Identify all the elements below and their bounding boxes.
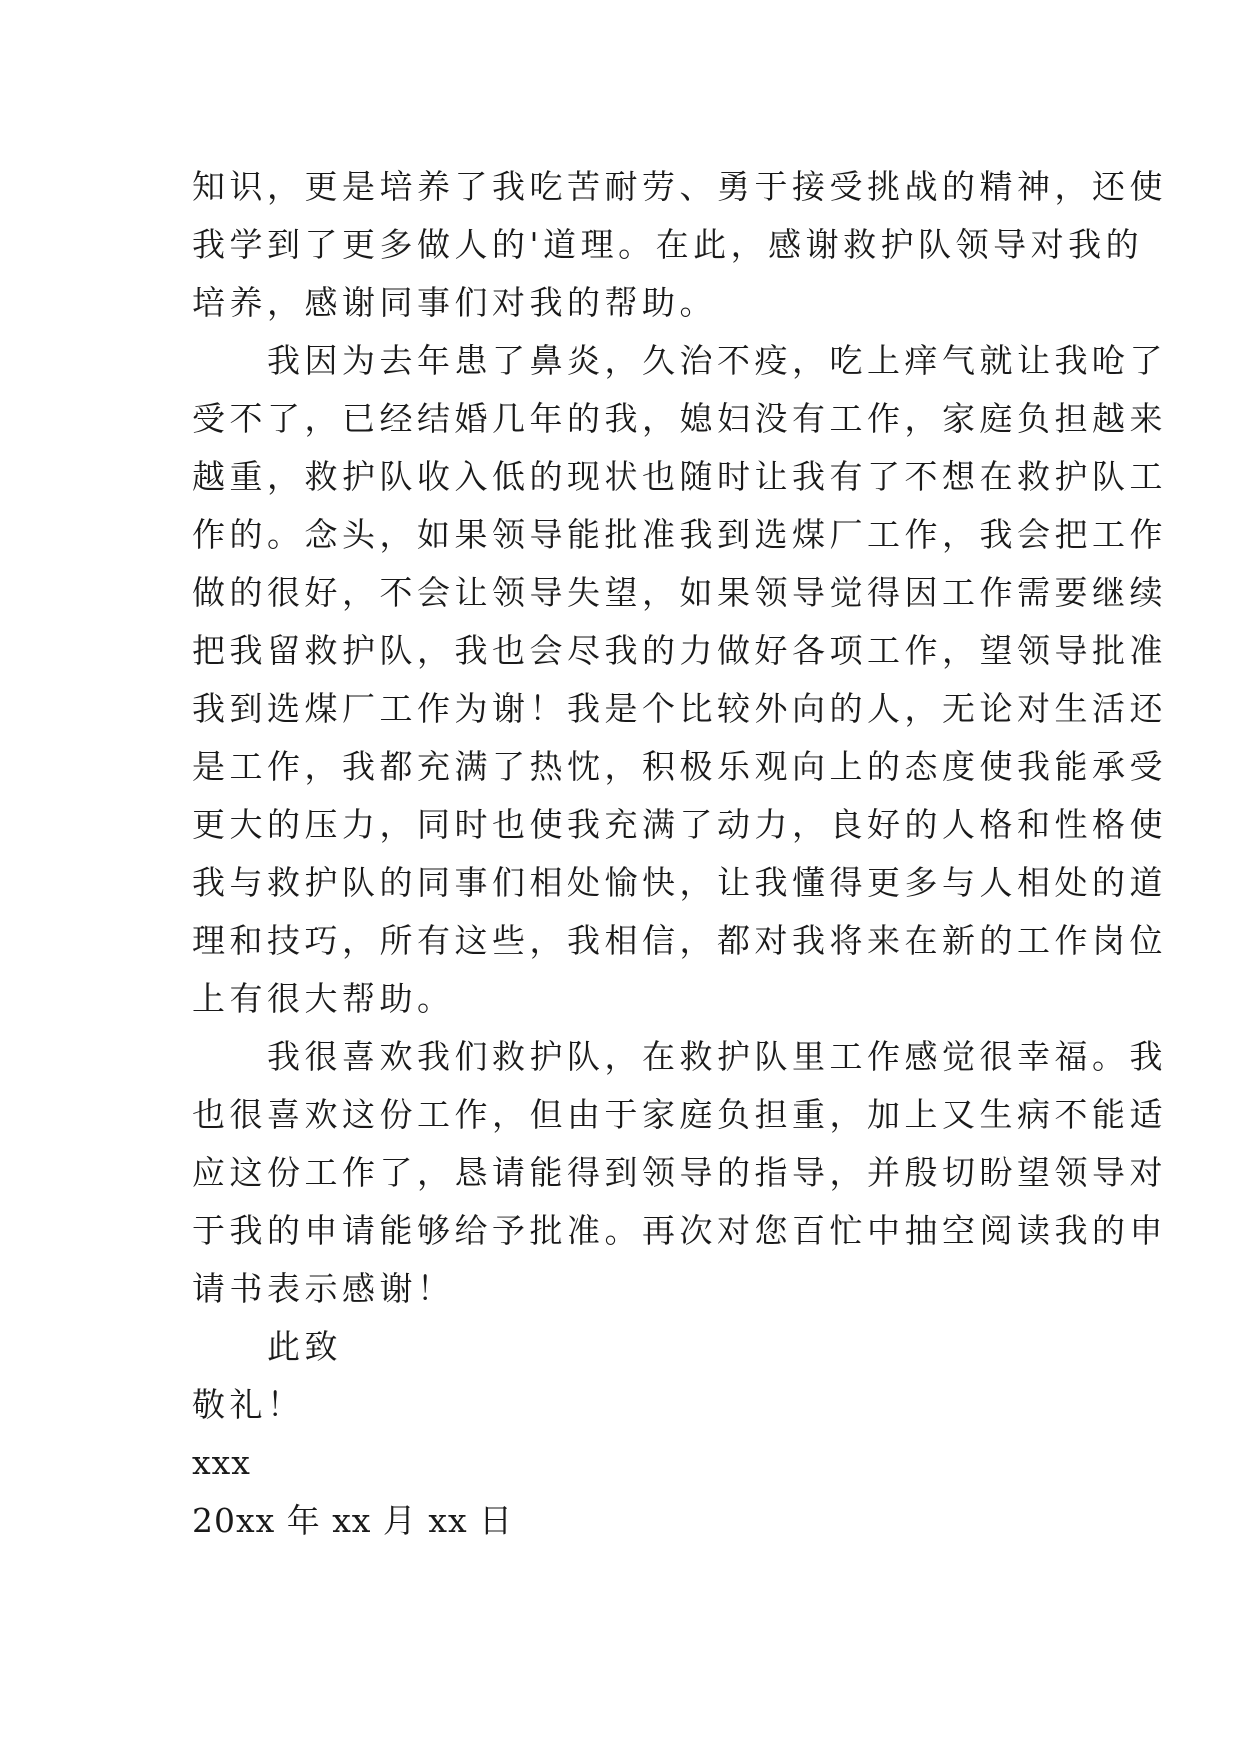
text-line-17: 也很喜欢这份工作，但由于家庭负担重，加上又生病不能适 xyxy=(192,1095,1167,1134)
text-line-3: 培养，感谢同事们对我的帮助。 xyxy=(192,283,717,322)
text-line-14: 理和技巧，所有这些，我相信，都对我将来在新的工作岗位 xyxy=(192,921,1167,960)
text-line-12: 更大的压力，同时也使我充满了动力，良好的人格和性格使 xyxy=(192,805,1167,844)
text-line-10: 我到选煤厂工作为谢！我是个比较外向的人，无论对生活还 xyxy=(192,689,1167,728)
text-line-18: 应这份工作了，恳请能得到领导的指导，并殷切盼望领导对 xyxy=(192,1153,1167,1192)
text-line-7: 作的。念头，如果领导能批准我到选煤厂工作，我会把工作 xyxy=(192,515,1167,554)
text-line-2: 我学到了更多做人的'道理。在此，感谢救护队领导对我的 xyxy=(192,225,1144,264)
text-line-1: 知识，更是培养了我吃苦耐劳、勇于接受挑战的精神，还使 xyxy=(192,167,1167,206)
text-line-11: 是工作，我都充满了热忱，积极乐观向上的态度使我能承受 xyxy=(192,747,1167,786)
text-line-19: 于我的申请能够给予批准。再次对您百忙中抽空阅读我的申 xyxy=(192,1211,1167,1250)
text-line-9: 把我留救护队，我也会尽我的力做好各项工作，望领导批准 xyxy=(192,631,1167,670)
text-line-4: 我因为去年患了鼻炎，久治不疫，吃上痒气就让我呛了 xyxy=(192,341,1167,380)
text-line-15: 上有很大帮助。 xyxy=(192,979,455,1018)
signature-name: xxx xyxy=(192,1443,251,1482)
text-line-20: 请书表示感谢！ xyxy=(192,1269,455,1308)
text-line-13: 我与救护队的同事们相处愉快，让我懂得更多与人相处的道 xyxy=(192,863,1167,902)
text-line-5: 受不了，已经结婚几年的我，媳妇没有工作，家庭负担越来 xyxy=(192,399,1167,438)
text-line-6: 越重，救护队收入低的现状也随时让我有了不想在救护队工 xyxy=(192,457,1167,496)
text-line-16: 我很喜欢我们救护队，在救护队里工作感觉很幸福。我 xyxy=(192,1037,1167,1076)
text-line-8: 做的很好，不会让领导失望，如果领导觉得因工作需要继续 xyxy=(192,573,1167,612)
closing-regards: 敬礼！ xyxy=(192,1385,305,1424)
signature-date: 20xx 年 xx 月 xx 日 xyxy=(192,1501,514,1540)
closing-salutation: 此致 xyxy=(192,1327,342,1366)
